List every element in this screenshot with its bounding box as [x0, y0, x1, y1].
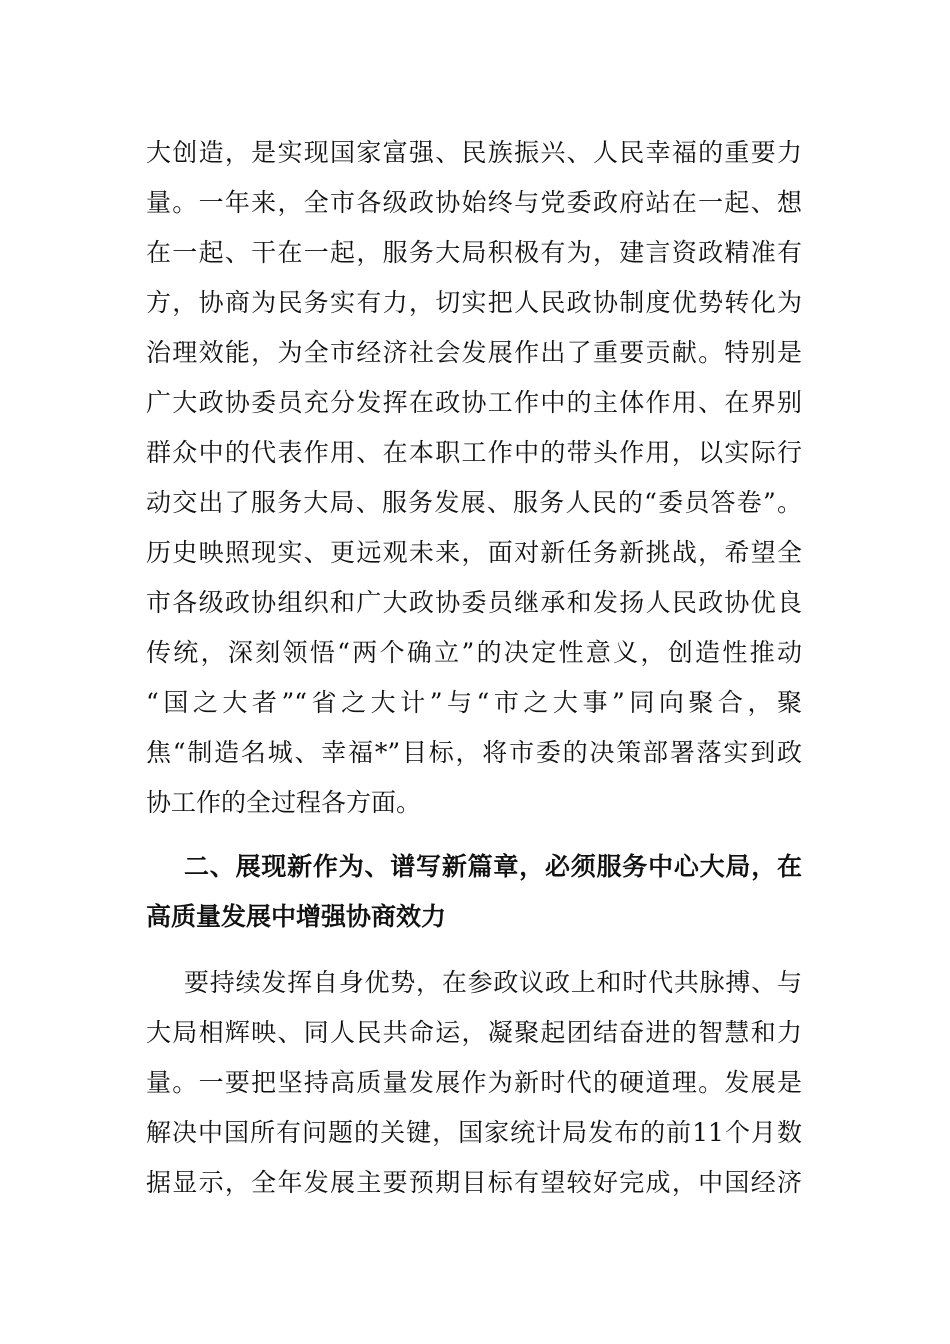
- text-line: 大局相辉映、同人民共命运，凝聚起团结奋进的智慧和力: [146, 1018, 802, 1047]
- text-line: 群众中的代表作用、在本职工作中的带头作用，以实际行: [146, 438, 802, 467]
- heading-line: 高质量发展中增强协商效力: [146, 902, 447, 931]
- section-heading: [146, 842, 802, 942]
- heading-line: 二、展现新作为、谱写新篇章，必须服务中心大局，在: [184, 852, 802, 881]
- text-line: 据显示，全年发展主要预期目标有望较好完成，中国经济: [146, 1168, 802, 1197]
- paragraph-2: [146, 958, 802, 1208]
- text-line: 量。一要把坚持高质量发展作为新时代的硬道理。发展是: [146, 1068, 802, 1097]
- text-line: 协工作的全过程各方面。: [146, 788, 422, 817]
- text-line: 大创造，是实现国家富强、民族振兴、人民幸福的重要力: [146, 138, 802, 167]
- text-line: 动交出了服务大局、服务发展、服务人民的“委员答卷”。: [146, 488, 802, 517]
- text-line: 方，协商为民务实有力，切实把人民政协制度优势转化为: [146, 288, 802, 317]
- text-line: 焦“制造名城、幸福*”目标，将市委的决策部署落实到政: [146, 738, 802, 767]
- text-line: 传统，深刻领悟“两个确立”的决定性意义，创造性推动: [146, 638, 802, 667]
- text-line: 历史映照现实、更远观未来，面对新任务新挑战，希望全: [146, 538, 802, 567]
- text-line: 治理效能，为全市经济社会发展作出了重要贡献。特别是: [146, 338, 802, 367]
- paragraph-1: [146, 128, 802, 828]
- text-line: 市各级政协组织和广大政协委员继承和发扬人民政协优良: [146, 588, 802, 617]
- text-line: 广大政协委员充分发挥在政协工作中的主体作用、在界别: [146, 388, 802, 417]
- text-line: 解决中国所有问题的关键，国家统计局发布的前11个月数: [146, 1118, 802, 1147]
- document-body: [146, 128, 802, 1208]
- text-line: 要持续发挥自身优势，在参政议政上和时代共脉搏、与: [184, 968, 802, 997]
- text-line: 量。一年来，全市各级政协始终与党委政府站在一起、想: [146, 188, 802, 217]
- text-line: 在一起、干在一起，服务大局积极有为，建言资政精准有: [146, 238, 802, 267]
- text-line: “国之大者”“省之大计”与“市之大事”同向聚合，聚: [146, 688, 802, 717]
